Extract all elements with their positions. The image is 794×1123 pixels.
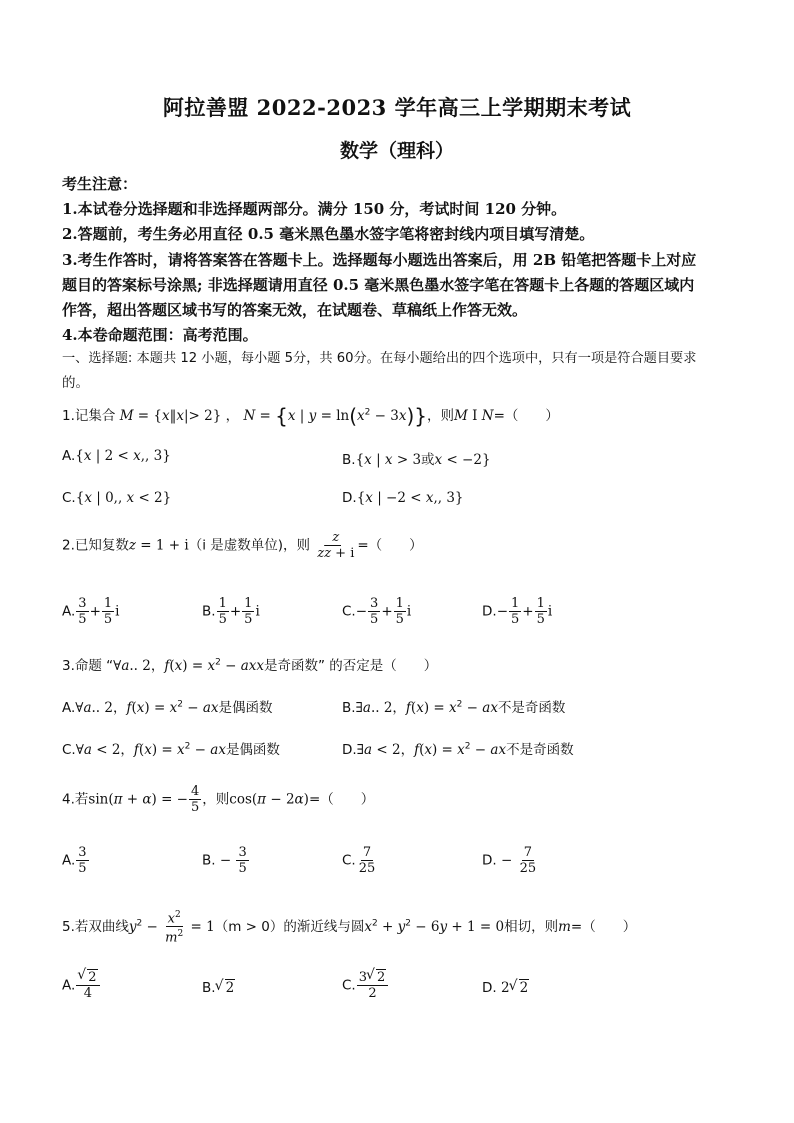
exam-subtitle: 数学（理科） — [339, 140, 454, 162]
question-5-option-a[interactable]: A. √ $\frac{2}{4}$ — [62, 970, 101, 1001]
exam-title: 阿拉善盟 2022-2023 学年高三上学期期末考试 — [162, 95, 632, 120]
question-1-option-c[interactable]: C.{x | 0,, x < 2} — [62, 490, 172, 506]
question-5-option-c[interactable]: C. $\frac{3 √ 2}{2}$ — [342, 970, 389, 1001]
question-4-option-c[interactable]: C. $\frac{7}{25}$ — [342, 845, 376, 876]
notice-line-1: 1.本试卷分选择题和非选择题两部分。满分 150 分，考试时间 120 分钟。 — [62, 200, 567, 218]
question-5-option-d[interactable]: D. 2 √ 2 — [482, 980, 529, 996]
question-2-option-a[interactable]: A. $\frac{3}{5}$ + $\frac{1}{5}$ i — [62, 596, 120, 627]
question-2-stem: 2.已知复数z = 1 + i（i 是虚数单位)，则 $\frac{z}{z\overline{z} + i}$ =（ ） — [62, 530, 423, 561]
question-4-stem: 4.若sin(π + α) = − $\frac{4}{5}$ ，则cos(π − 2α)=（ ） — [62, 784, 375, 815]
question-4-option-b[interactable]: B. − $\frac{3}{5}$ — [202, 845, 247, 876]
question-1-stem: 1.记集合 M = {x‖x|> 2} ， N = {x | $y = \ln(x^2 - 3x)$}，则M I N=（ ） — [62, 404, 559, 428]
section-instructions-b: 的。 — [62, 375, 89, 391]
question-2-option-d[interactable]: D.− $\frac{1}{5}$ + $\frac{1}{5}$ i — [482, 596, 553, 627]
question-4-option-d[interactable]: D. − $\frac{7}{25}$ — [482, 845, 537, 876]
question-1-option-b[interactable]: B.{x | x > 3或x < −2} — [342, 452, 491, 468]
question-5-stem: 5.若双曲线$y^2$ − $\frac{x^2}{m^2}$ = 1（m > 0）的渐近线与圆$x^2 + y^2 - 6y + 1 = 0$相切，则m=（ ） — [62, 910, 637, 946]
question-1-option-a[interactable]: A.{x | 2 < x,, 3} — [62, 448, 171, 464]
question-2-option-c[interactable]: C.− $\frac{3}{5}$ + $\frac{1}{5}$ i — [342, 596, 412, 627]
question-3-option-c[interactable]: C.∀a < 2，$f(x) = x^2$ − ax是偶函数 — [62, 741, 280, 758]
question-3-option-a[interactable]: A.∀a.. 2，$f(x) = x^2$ − ax是偶函数 — [62, 699, 273, 716]
notice-line-2: 2.答题前，考生务必用直径 0.5 毫米黑色墨水签字笔将密封线内项目填写清楚。 — [62, 225, 595, 243]
question-3-option-b[interactable]: B.∃a.. 2，$f(x) = x^2$ − ax不是奇函数 — [342, 699, 566, 716]
question-3-option-d[interactable]: D.∃a < 2，$f(x) = x^2$ − ax不是奇函数 — [342, 741, 574, 758]
question-2-option-b[interactable]: B. $\frac{1}{5}$ + $\frac{1}{5}$ i — [202, 596, 260, 627]
notice-line-3a: 3.考生作答时，请将答案答在答题卡上。选择题每小题选出答案后，用 2B 铅笔把答题卡上对应 — [62, 251, 697, 269]
section-instructions-a: 一、选择题: 本题共 12 小题，每小题 5分，共 60分。在每小题给出的四个选项中，只有一项是符合题目要求 — [62, 351, 697, 366]
notice-heading: 考生注意： — [62, 175, 138, 193]
question-4-option-a[interactable]: A. $\frac{3}{5}$ — [62, 845, 87, 876]
notice-line-3c: 作答，超出答题区域书写的答案无效，在试题卷、草稿纸上作答无效。 — [62, 301, 528, 319]
question-3-stem: 3.命题 “∀a.. 2，$f(x) = x^2$ − axx是奇函数” 的否定是（ ） — [62, 657, 438, 674]
question-1-option-d[interactable]: D.{x | −2 < x,, 3} — [342, 490, 464, 506]
notice-line-4: 4.本卷命题范围：高考范围。 — [62, 326, 258, 344]
question-5-option-b[interactable]: B. √ 2 — [202, 980, 235, 996]
notice-line-3b: 题目的答案标号涂黑; 非选择题请用直径 0.5 毫米黑色墨水签字笔在答题卡上各题的答题区域内 — [62, 276, 695, 294]
